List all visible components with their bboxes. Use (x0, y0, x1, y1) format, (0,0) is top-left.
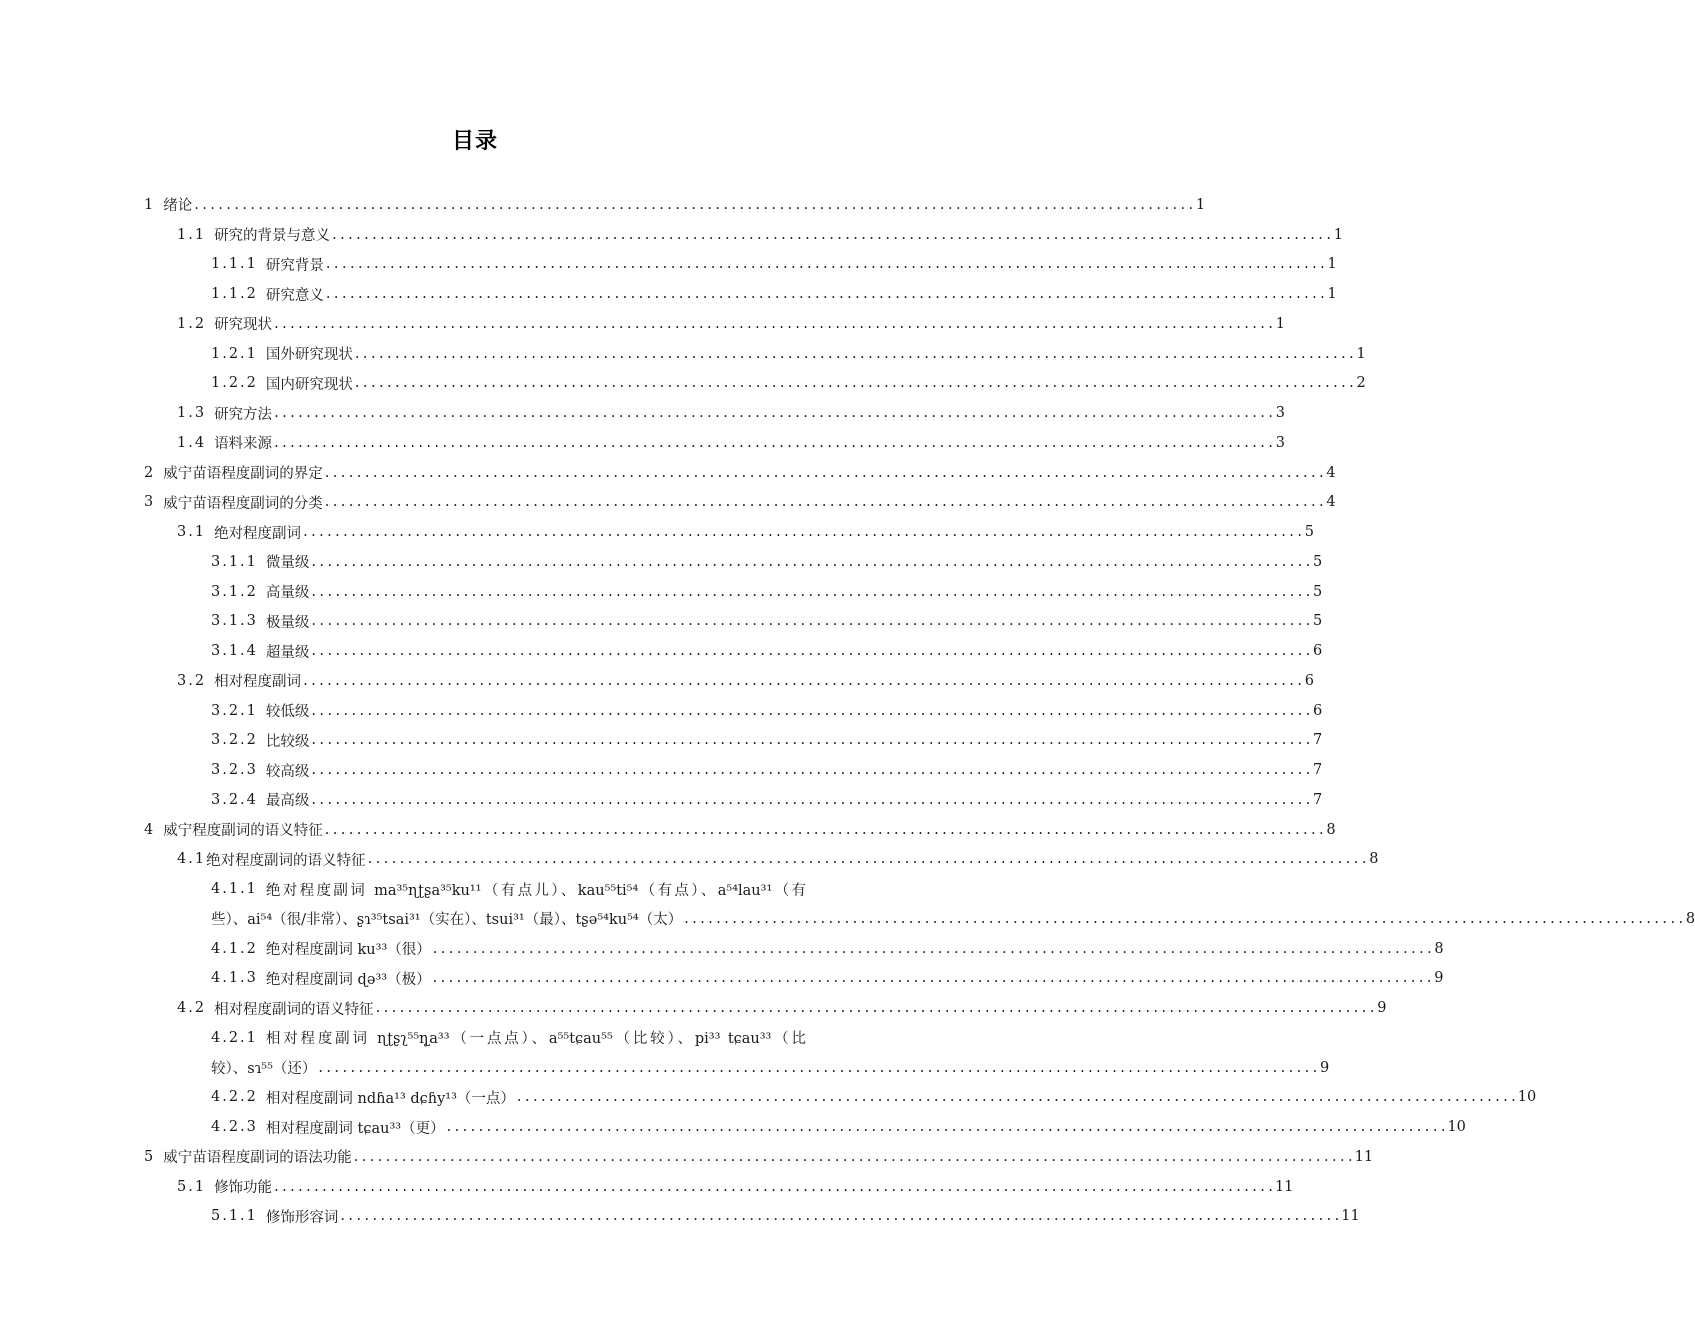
toc-entry[interactable] (0, 1112, 1466, 1142)
toc-entry-title: 超量级 (265, 644, 310, 661)
toc-entry-page: 9 (1320, 1059, 1330, 1076)
dot-leader (355, 346, 1354, 362)
toc-entry-page: 1 (1356, 345, 1366, 362)
toc-entry-title-continued: 些）、ai⁵⁴（很/非常）、ʂɿ³⁵tsai³¹（实在）、tsui³¹（最）、tʂə⁵⁴ku⁵⁴（太） (211, 912, 683, 929)
toc-entry-number: 4.2.3 (211, 1119, 258, 1136)
dot-leader (311, 554, 1310, 570)
dot-leader (311, 762, 1310, 778)
toc-entry[interactable] (0, 458, 1336, 488)
toc-entry[interactable] (0, 726, 1323, 756)
toc-entry-page: 6 (1304, 672, 1314, 689)
dot-leader (274, 435, 1273, 451)
dot-leader (311, 613, 1310, 629)
toc-entry-title: 相对程度副词的语义特征 (214, 1001, 374, 1018)
toc-entry[interactable] (0, 517, 1314, 547)
dot-leader (274, 316, 1273, 332)
toc-entry-page: 4 (1326, 494, 1336, 511)
toc-entry[interactable] (0, 607, 1323, 637)
toc-entry-number: 5.1.1 (211, 1208, 258, 1225)
toc-entry-page: 5 (1304, 524, 1314, 541)
toc-entry-title: 研究现状 (214, 317, 273, 334)
toc-entry[interactable] (0, 220, 1343, 250)
toc-entry-number: 4.1.1 (211, 881, 258, 898)
toc-entry-number: 1.4 (177, 434, 207, 451)
toc-entry-title: 较低级 (265, 704, 310, 721)
toc-entry-number: 3.2.3 (211, 762, 258, 779)
toc-entry-title: 语料来源 (214, 436, 273, 453)
toc-entry-number: 4.2.2 (211, 1089, 258, 1106)
toc-entry-number: 1.2.2 (211, 375, 258, 392)
dot-leader (433, 970, 1432, 986)
toc-entry-page: 8 (1685, 910, 1695, 927)
toc-entry[interactable] (0, 1023, 1330, 1083)
toc-entry-title: 绝对程度副词的语义特征 (206, 852, 366, 869)
toc-entry-number: 4.1.3 (211, 970, 258, 987)
toc-entry[interactable] (0, 279, 1337, 309)
toc-entry[interactable] (0, 250, 1337, 280)
dot-leader (684, 911, 1683, 927)
toc-entry[interactable] (0, 190, 1206, 220)
toc-entry-number: 1.1.1 (211, 256, 258, 273)
toc-entry-number: 3.2.2 (211, 732, 258, 749)
dot-leader (318, 1060, 1317, 1076)
toc-entry-title: 绝对程度副词 ɖə³³（极） (265, 971, 431, 988)
toc-entry-page: 1 (1327, 256, 1337, 273)
toc-entry[interactable] (0, 1142, 1374, 1172)
toc-entry[interactable] (0, 1083, 1537, 1113)
toc-entry-page: 6 (1313, 702, 1323, 719)
dot-leader (311, 584, 1310, 600)
toc-entry-page: 5 (1313, 553, 1323, 570)
dot-leader (447, 1119, 1446, 1135)
toc-entry[interactable] (0, 339, 1366, 369)
toc-entry-title: 绪论 (163, 198, 193, 215)
toc-entry-title: 相对程度副词 ndɦa¹³ dɕɦy¹³（一点） (265, 1090, 515, 1107)
toc-entry-number: 3.1.4 (211, 643, 258, 660)
toc-entry[interactable] (0, 815, 1336, 845)
dot-leader (325, 494, 1324, 510)
toc-entry-page: 10 (1517, 1089, 1537, 1106)
toc-entry[interactable] (0, 309, 1285, 339)
toc-entry-title: 相对程度副词 (214, 674, 302, 691)
dot-leader (326, 256, 1325, 272)
toc-entry-title: 绝对程度副词 (214, 525, 302, 542)
toc-entry-title: 绝对程度副词 ku³³（很） (265, 942, 431, 959)
toc-entry[interactable] (0, 488, 1336, 518)
toc-entry-number: 3.2 (177, 672, 207, 689)
toc-entry[interactable] (0, 369, 1366, 399)
toc-entry-title: 最高级 (265, 793, 310, 810)
toc-entry-title: 比较级 (265, 733, 310, 750)
toc-entry-number: 1.1 (177, 226, 207, 243)
toc-entry-number: 1 (144, 196, 156, 213)
toc-entry[interactable] (0, 636, 1323, 666)
toc-entry-title: 研究意义 (265, 287, 324, 304)
toc-entry-title: 威宁程度副词的语义特征 (163, 823, 323, 840)
toc-entry[interactable] (0, 577, 1323, 607)
toc-entry-title: 国内研究现状 (265, 376, 353, 393)
toc-entry-number: 5.1 (177, 1178, 207, 1195)
dot-leader (194, 197, 1193, 213)
page-title: 目录 (451, 129, 498, 154)
toc-entry-number: 4.2.1 (211, 1029, 258, 1046)
toc-entry-page: 7 (1313, 732, 1323, 749)
toc-entry-page: 7 (1313, 762, 1323, 779)
dot-leader (332, 227, 1331, 243)
toc-entry[interactable] (0, 755, 1323, 785)
toc-entry-number: 1.2.1 (211, 345, 258, 362)
toc-entry-page: 11 (1274, 1178, 1294, 1195)
toc-entry-title: 研究背景 (265, 257, 324, 274)
toc-entry-page: 9 (1434, 970, 1444, 987)
toc-entry-page: 3 (1275, 434, 1285, 451)
toc-entry-page: 1 (1275, 315, 1285, 332)
dot-leader (326, 286, 1325, 302)
dot-leader (517, 1089, 1516, 1105)
dot-leader (274, 405, 1273, 421)
toc-entry[interactable] (0, 547, 1323, 577)
toc-entry-title: 威宁苗语程度副词的分类 (163, 495, 323, 512)
toc-entry-number: 1.1.2 (211, 286, 258, 303)
dot-leader (303, 673, 1302, 689)
toc-entry[interactable] (0, 934, 1444, 964)
toc-entry[interactable] (0, 993, 1387, 1023)
dot-leader (340, 1208, 1339, 1224)
toc-entry-number: 3.1.3 (211, 613, 258, 630)
table-of-contents (0, 190, 1695, 1231)
dot-leader (311, 792, 1310, 808)
toc-entry-title: 相对程度副词 ɳʈʂʅ⁵⁵ɳ̥a³³（一点点）、a⁵⁵tɕau⁵⁵（比较）、pi³³ tɕau³³（比 (265, 1031, 806, 1048)
toc-entry-page: 1 (1333, 226, 1343, 243)
toc-entry[interactable] (0, 1202, 1360, 1232)
toc-entry-page: 5 (1313, 613, 1323, 630)
toc-entry-page: 3 (1275, 405, 1285, 422)
toc-entry-page: 4 (1326, 464, 1336, 481)
toc-entry-page: 6 (1313, 643, 1323, 660)
dot-leader (354, 1149, 1353, 1165)
toc-entry-page: 11 (1341, 1208, 1360, 1225)
toc-entry-title: 较高级 (265, 763, 310, 780)
toc-entry-title: 极量级 (265, 614, 310, 631)
toc-entry-page: 1 (1195, 196, 1206, 213)
toc-entry-number: 4.1 (177, 851, 207, 868)
toc-entry-title: 绝对程度副词 ma³⁵ɳʈʂa³⁵ku¹¹（有点儿）、kau⁵⁵ti⁵⁴（有点）、a⁵⁴lau³¹（有 (265, 882, 806, 899)
toc-entry[interactable] (0, 398, 1285, 428)
toc-entry-title: 研究方法 (214, 406, 273, 423)
toc-entry-page: 8 (1326, 821, 1336, 838)
toc-entry-page: 10 (1447, 1119, 1466, 1136)
toc-entry-title: 相对程度副词 tɕau³³（更） (265, 1120, 445, 1137)
toc-entry-title: 威宁苗语程度副词的语法功能 (163, 1150, 352, 1167)
toc-entry-number: 3.1 (177, 524, 207, 541)
dot-leader (325, 465, 1324, 481)
toc-entry[interactable] (0, 785, 1323, 815)
toc-entry[interactable] (0, 964, 1444, 994)
toc-entry-number: 1.2 (177, 315, 207, 332)
toc-entry[interactable] (0, 428, 1285, 458)
toc-entry[interactable] (0, 696, 1323, 726)
toc-entry-number: 4.2 (177, 1000, 207, 1017)
dot-leader (311, 643, 1310, 659)
toc-entry-number: 4 (144, 821, 156, 838)
dot-leader (311, 703, 1310, 719)
toc-entry-title: 修饰形容词 (265, 1209, 339, 1226)
dot-leader (368, 851, 1367, 867)
toc-entry-number: 2 (144, 464, 156, 481)
toc-entry-page: 7 (1313, 791, 1323, 808)
toc-entry-number: 3 (144, 494, 156, 511)
toc-entry-title-continued: 较）、sɿ⁵⁵（还） (211, 1061, 317, 1078)
dot-leader (311, 732, 1310, 748)
dot-leader (433, 941, 1432, 957)
toc-entry-title: 修饰功能 (214, 1180, 273, 1197)
dot-leader (303, 524, 1302, 540)
dot-leader (274, 1179, 1273, 1195)
toc-entry-number: 3.2.1 (211, 702, 258, 719)
toc-entry-number: 1.3 (177, 405, 207, 422)
toc-entry[interactable] (0, 666, 1314, 696)
toc-entry-page: 9 (1377, 1000, 1387, 1017)
toc-entry-page: 8 (1369, 851, 1379, 868)
dot-leader (355, 375, 1354, 391)
toc-entry-title: 高量级 (265, 585, 310, 602)
dot-leader (376, 1000, 1375, 1016)
toc-entry-title: 微量级 (265, 555, 310, 572)
toc-entry-title: 国外研究现状 (265, 347, 353, 364)
toc-entry-number: 3.2.4 (211, 791, 258, 808)
dot-leader (325, 822, 1324, 838)
toc-entry-page: 1 (1327, 286, 1337, 303)
toc-entry-page: 11 (1354, 1148, 1374, 1165)
toc-entry[interactable] (0, 874, 1695, 934)
toc-entry-title: 研究的背景与意义 (214, 228, 331, 245)
toc-entry[interactable] (0, 1172, 1294, 1202)
toc-entry-title: 威宁苗语程度副词的界定 (163, 466, 323, 483)
toc-entry[interactable] (0, 845, 1379, 875)
toc-entry-number: 4.1.2 (211, 940, 258, 957)
toc-entry-number: 5 (144, 1148, 156, 1165)
toc-entry-page: 5 (1313, 583, 1323, 600)
toc-entry-number: 3.1.2 (211, 583, 258, 600)
toc-entry-page: 8 (1434, 940, 1444, 957)
toc-entry-number: 3.1.1 (211, 553, 258, 570)
toc-entry-page: 2 (1356, 375, 1366, 392)
